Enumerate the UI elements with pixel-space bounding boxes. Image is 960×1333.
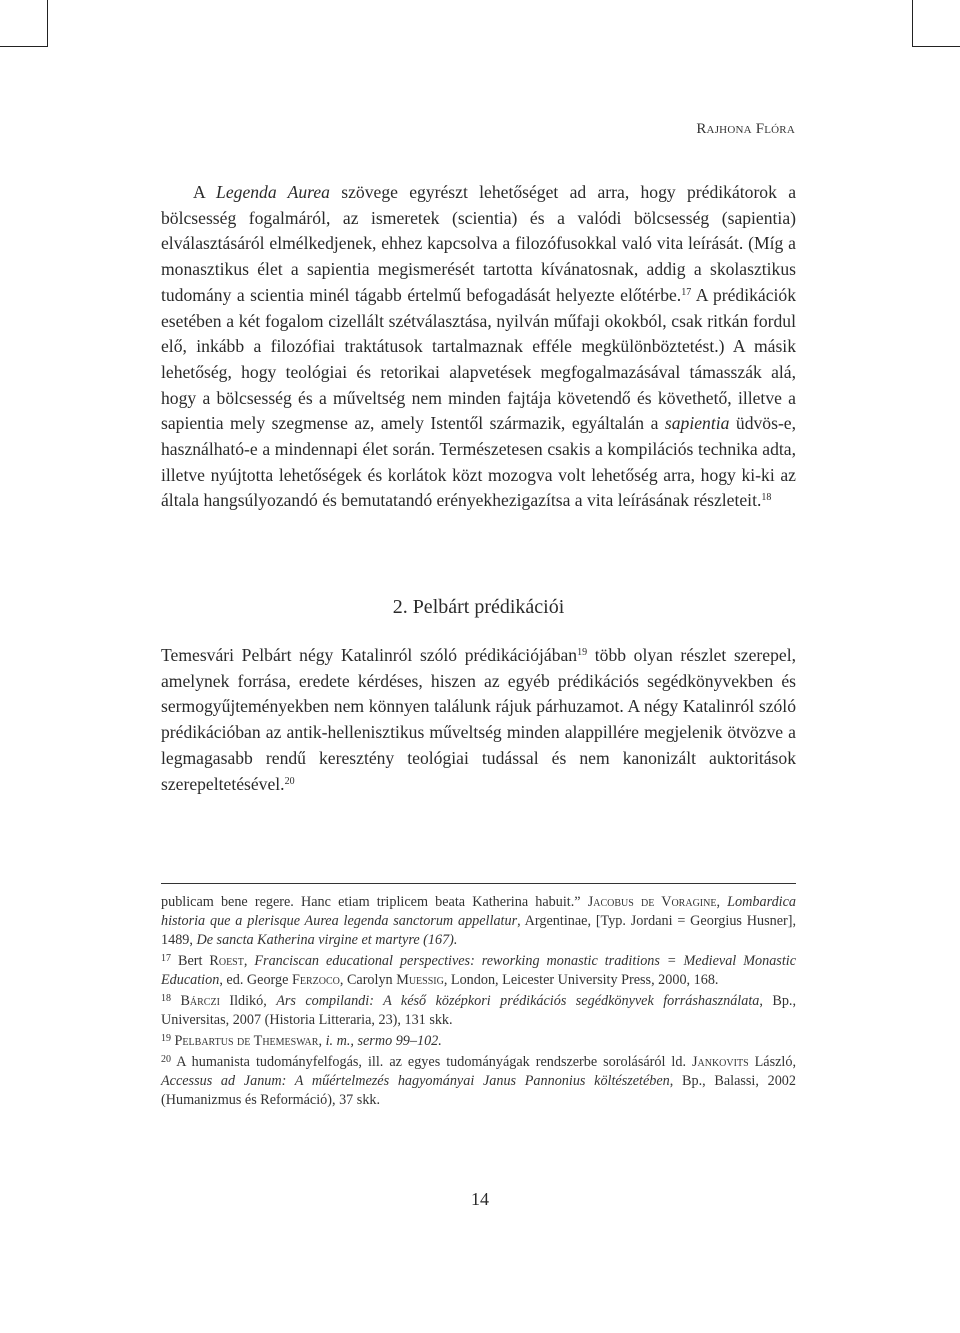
p2-text-a: Temesvári Pelbárt négy Katalinról szóló prédikációjában — [161, 645, 578, 665]
header-author: Rajhona Flóra — [696, 121, 795, 137]
fn18-author: Bárczi — [180, 993, 220, 1009]
fn17-text-e: , ed. George — [219, 972, 292, 988]
fn18-text-c: Ildikó, — [219, 993, 277, 1009]
p1-term-sapientia: sapientia — [664, 413, 730, 434]
fn20-text-a: A humanista tudományfelfogás, ill. az egyes tudományágak rendszerbe sorolásáról ld. — [171, 1054, 692, 1070]
footnote-separator — [161, 883, 796, 884]
p1-text-d: üdvös-e, használható-e a mindennapi élet során. Természetesen csakis a kompilációs technika adta, illetve nyújtotta lehetőségek és korlátok közt mozogva volt lehetőség arra, hogy ki-ki az általa hangsúlyozandó és bemutatandó erényekhezigazítsa a vita leírásának részleteit. — [161, 413, 797, 511]
footnote-continuation — [161, 893, 796, 950]
footnotes — [161, 893, 796, 1112]
fn17-text-c: , — [243, 953, 255, 969]
fn19-number: 19 — [161, 1033, 171, 1044]
crop-mark-top-right-v — [912, 0, 913, 46]
p1-text-c: A prédikációk esetében a két fogalom cizellált szétválasztása, nyilván műfaji okokból, csak ritkán fordul elő, inkább a filozófiai traktátusok tartalmaznak efféle megkülönböztetést.) A másik lehetőség, hogy teológiai és retorikai alapvetések megfogalmazásával támasszák alá, hogy a bölcsesség és a műveltség nem minden fajtája követendő és követhető, illetve a sapientia mely szegmense az, amely Istentől származik, egyáltalán a — [161, 284, 796, 434]
footnote-17 — [161, 952, 796, 990]
section-title: 2. Pelbárt prédikációi — [392, 596, 565, 618]
fn19-text-c: , — [318, 1033, 326, 1049]
fn-cont-author: Jacobus de Voragine — [587, 894, 717, 910]
crop-mark-top-left-h — [0, 46, 48, 47]
paragraph-2 — [161, 643, 796, 797]
fn-cont-text-e: , Argentinae, [Typ. Jordani = Georgius Husner], 1489, — [161, 913, 797, 948]
crop-mark-top-right-h — [912, 46, 960, 47]
fn18-title: Ars compilandi: A késő középkori prédikációs segédkönyvek forráshasználata — [276, 993, 760, 1009]
fn18-number: 18 — [161, 993, 171, 1004]
p1-text-a: A — [193, 182, 217, 202]
fn17-title: Franciscan educational perspectives: reworking monastic traditions = Medieval Monastic Education — [161, 953, 797, 988]
fn20-text-c: László, — [748, 1054, 796, 1070]
p1-text-b: szövege egyrészt lehetőséget ad arra, hogy prédikátorok a bölcsesség fogalmáról, az ismeretek (scientia) és a valódi bölcsesség (sapientia) elválasztásáról elmélkedjenek, ehhez kapcsolva a filozófusokkal való vita leírását. (Míg a monasztikus élet a sapientia megismerését tartotta kívánatosnak, addig a skolasztikus tudomány a scientia minél tágabb értelmű befogadását helyezte előtérbe. — [161, 182, 797, 305]
fn-cont-text-a: publicam bene regere. Hanc etiam triplicem beata Katherina habuit.” — [161, 894, 588, 910]
crop-mark-top-left-v — [47, 0, 48, 46]
fn17-text-g: , Carolyn — [339, 972, 397, 988]
fn20-title: Accessus ad Janum: A műértelmezés hagyományai Janus Pannonius költészetében — [161, 1073, 670, 1089]
fn-cont-title: Lombardica historia que a plerisque Aurea legenda sanctorum appellatur — [161, 894, 797, 929]
paragraph-1 — [161, 180, 796, 514]
fn-cont-chapter: De sancta Katherina virgine et martyre (167). — [196, 932, 458, 948]
footnote-19 — [161, 1032, 796, 1051]
running-header — [696, 121, 795, 138]
fn17-editor-1: Ferzoco — [291, 972, 340, 988]
page-number: 14 — [471, 1189, 489, 1209]
footnote-18 — [161, 992, 796, 1030]
fn-cont-text-c: , — [716, 894, 728, 910]
fn18-text-e: , Bp., Universitas, 2007 (Historia Litteraria, 23), 131 skk. — [161, 993, 797, 1028]
fn17-text-i: , London, Leicester University Press, 2000, 168. — [443, 972, 719, 988]
fn17-number: 17 — [161, 953, 171, 964]
footnote-ref-20[interactable]: 20 — [284, 775, 295, 787]
fn17-text-a: Bert — [171, 953, 210, 969]
fn20-author: Jankovits — [692, 1054, 749, 1070]
p2-text-b: több olyan részlet szerepel, amelynek forrása, eredete kérdéses, hiszen az egyéb prédikációs segédkönyvekben és sermogyűjteményekben nem könnyen találunk rájuk párhuzamot. A négy Katalinról szóló prédikációban az antik-hellenisztikus műveltség minden alappillére megjelenik ötvözve a legmagasabb rendű keresztény teológiai tudással és nem kanonizált auktoritások szerepeltetésével. — [161, 645, 796, 794]
footnote-ref-19[interactable]: 19 — [577, 647, 588, 658]
footnote-ref-18[interactable]: 18 — [761, 492, 772, 504]
fn19-author: Pelbartus de Themeswar — [174, 1033, 319, 1049]
fn20-text-e: , Bp., Balassi, 2002 (Humanizmus és Reformáció), 37 skk. — [161, 1073, 796, 1108]
fn17-author: Roest — [209, 953, 244, 969]
p1-title-legenda-aurea: Legenda Aurea — [216, 182, 330, 202]
fn20-number: 20 — [161, 1054, 171, 1065]
fn17-editor-2: Muessig — [396, 972, 444, 988]
footnote-ref-17[interactable]: 17 — [681, 286, 692, 298]
footnote-20 — [161, 1053, 796, 1110]
fn19-ref: i. m., sermo 99–102. — [325, 1033, 442, 1049]
